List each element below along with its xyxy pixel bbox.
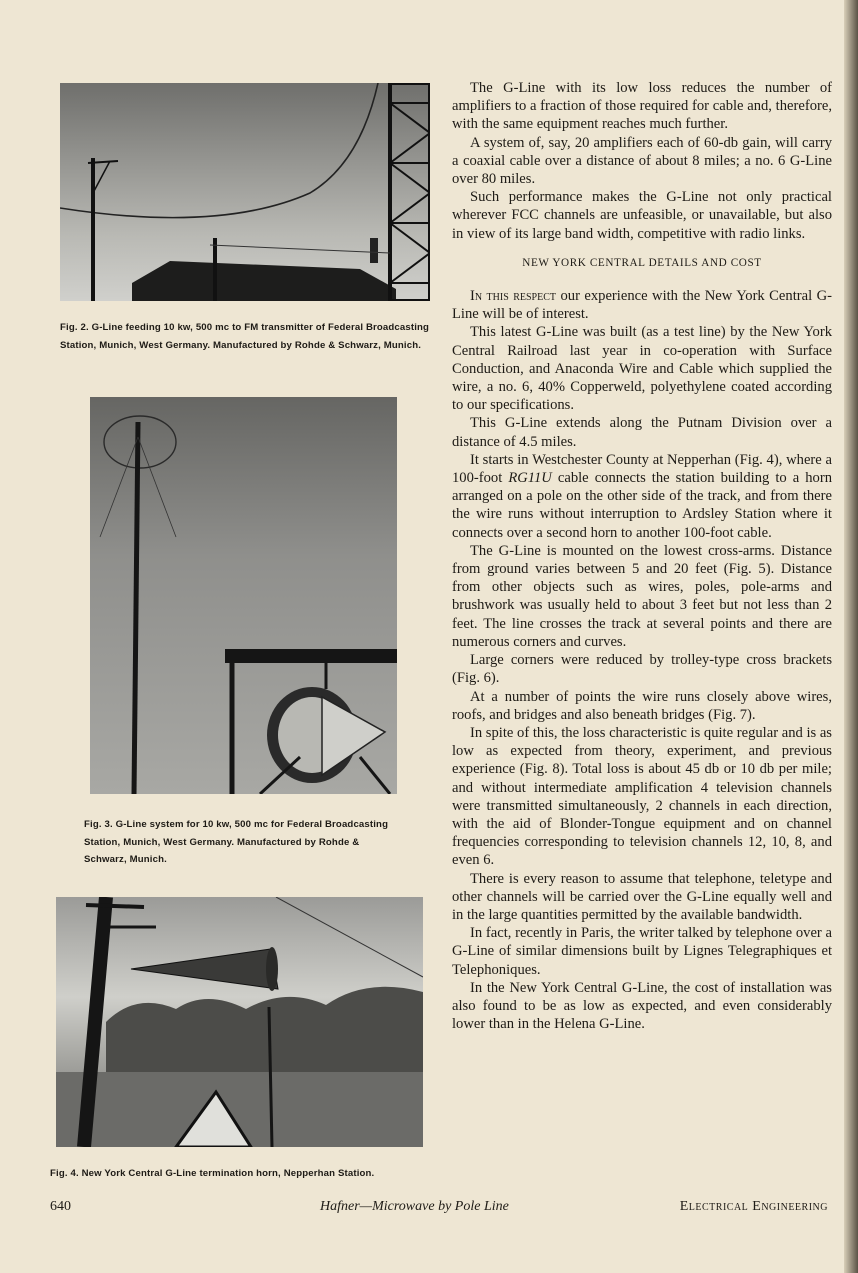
running-title: Hafner—Microwave by Pole Line — [320, 1199, 509, 1214]
paragraph: In the New York Central G-Line, the cost of installation was also found to be as low as expected, and even considerably lower than in the Helena G-Line. — [452, 979, 832, 1033]
paragraph: In spite of this, the loss characteristic is quite regular and is as low as expected from theory, experiment, and previous experience (Fig. 8). Total loss is about 45 db or 10 db per mile; and without intermediate amplification 4 television channels were transmitted simultaneously, 2 channels in each direction, with the aid of Blonder-Tongue equipment and on channel frequencies corresponding to television channels 12, 10, 8, and even 6. — [452, 724, 832, 869]
paragraph: In fact, recently in Paris, the writer talked by telephone over a G-Line of similar dimensions built by Lignes Telegraphiques et Telephoniques. — [452, 925, 832, 978]
figure-4-photo — [56, 897, 423, 1147]
journal-name: Electrical Engineering — [679, 1199, 828, 1214]
paragraph: At a number of points the wire runs closely above wires, roofs, and bridges and also beneath bridges (Fig. 7). — [452, 688, 832, 723]
paragraph: This latest G-Line was built (as a test line) by the New York Central Railroad last year in co-operation with Surface Conduction, and Anaconda Wire and Cable which supplied the wire, a no. 6, 40% Copperweld, polyethylene coated according to our specifications. — [452, 324, 832, 414]
figure-3-photo — [90, 397, 397, 794]
paragraph — [452, 451, 832, 542]
section-heading: NEW YORK CENTRAL DETAILS AND COST — [522, 256, 762, 269]
figure-3-caption: Fig. 3. G-Line system for 10 kw, 500 mc for Federal Broadcasting Station, Munich, West Germany. Manufactured by Rohde & Schwarz, Munich. — [84, 819, 389, 865]
lead-in: In this respect — [470, 288, 557, 305]
paragraph-text: cable connects the station building to a horn arranged on a pole on the other side of the track, and from there the wire runs without interruption to Ardsley Station where it connects over a second horn to another 100-foot cable. — [452, 470, 832, 541]
paragraph: Such performance makes the G-Line not only practical wherever FCC channels are unfeasible, or unavailable, but also in view of its large band width, competitive with radio links. — [452, 189, 832, 242]
paragraph: The G-Line with its low loss reduces the number of amplifiers to a fraction of those required for cable and, therefore, with the same equipment reaches much further. — [452, 80, 832, 133]
paragraph-text: our experience with the New York Central G-Line will be of interest. — [452, 288, 832, 323]
paragraph: A system of, say, 20 amplifiers each of 60-db gain, will carry a coaxial cable over a distance of about 8 miles; a no. 6 G-Line over 80 miles. — [452, 134, 832, 188]
figure-2-photo — [60, 83, 430, 301]
paragraph: This G-Line extends along the Putnam Division over a distance of 4.5 miles. — [452, 415, 832, 450]
paragraph: There is every reason to assume that telephone, teletype and other channels will be carried over the G-Line equally well and in the large quantities permitted by the available bandwidth. — [452, 870, 832, 923]
figure-2-caption: Fig. 2. G-Line feeding 10 kw, 500 mc to FM transmitter of Federal Broadcasting Station, Munich, West Germany. Manufactured by Rohde & Schwarz, Munich. — [60, 322, 430, 351]
page-edge-shadow — [844, 0, 858, 1273]
figure-4-caption: Fig. 4. New York Central G-Line termination horn, Nepperhan Station. — [50, 1168, 375, 1179]
paragraph: The G-Line is mounted on the lowest cross-arms. Distance from ground varies between 5 and 20 feet (Fig. 5). Distance from other objects such as wires, poles, pole-arms and brushwork was usually held to about 3 feet but not less than 2 feet. The line crosses the track at several points and there are numerous corners and curves. — [452, 542, 832, 650]
paragraph — [452, 287, 832, 323]
page-footer — [50, 1199, 828, 1219]
paragraph-text: It starts in Westchester County at Nepperhan (Fig. 4), where a 100-foot — [452, 451, 832, 487]
paragraph: Large corners were reduced by trolley-type cross brackets (Fig. 6). — [452, 652, 832, 687]
page-number: 640 — [50, 1199, 71, 1214]
cable-type: RG11U — [508, 470, 552, 487]
article-body — [452, 79, 832, 1033]
